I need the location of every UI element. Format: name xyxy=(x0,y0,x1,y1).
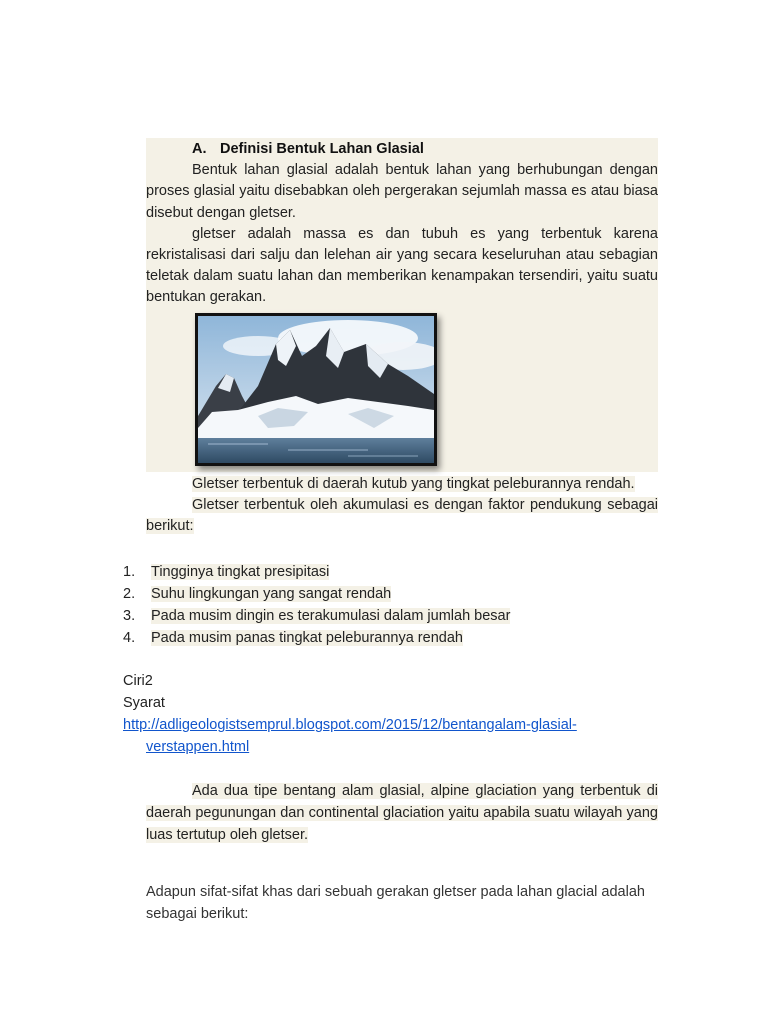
section-c-types xyxy=(146,780,658,846)
factor-list xyxy=(123,561,510,649)
glacier-paragraph: gletser adalah massa es dan tubuh es yang terbentuk karena rekristalisasi dari salju dan lelehan air yang secara keseluruhan atau sebagian teletak dalam suatu lahan dan memberikan kenampakan tersendiri, yaitu suatu bentukan gerakan. xyxy=(146,225,658,306)
notes-block xyxy=(123,670,577,758)
list-text: Suhu lingkungan yang sangat rendah xyxy=(151,586,392,602)
formation-text-2: Gletser terbentuk oleh akumulasi es dengan faktor pendukung sebagai berikut: xyxy=(146,497,658,535)
types-text: Ada dua tipe bentang alam glasial, alpine glaciation yang terbentuk di daerah pegunungan dan continental glaciation yaitu apabila suatu wilayah yang luas tertutup oleh gletser. xyxy=(146,783,658,843)
list-text: Tingginya tingkat presipitasi xyxy=(151,564,330,580)
list-text: Pada musim dingin es terakumulasi dalam jumlah besar xyxy=(151,608,511,624)
list-item xyxy=(123,583,510,605)
section-b-formation xyxy=(146,474,658,538)
formation-paragraph-1 xyxy=(146,474,658,495)
definition-paragraph: Bentuk lahan glasial adalah bentuk lahan yang berhubungan dengan proses glasial yaitu disebabkan oleh pergerakan sejumlah massa es atau biasa disebut dengan gletser. xyxy=(146,162,658,221)
source-link[interactable] xyxy=(123,717,577,758)
section-a-definition xyxy=(146,138,658,472)
section-d-properties xyxy=(146,866,658,939)
syarat-label: Syarat xyxy=(123,695,165,711)
heading-title: Definisi Bentuk Lahan Glasial xyxy=(220,141,424,157)
heading-number: A. xyxy=(192,141,207,157)
properties-paragraph: Adapun sifat-sifat khas dari sebuah gerakan gletser pada lahan glacial adalah sebagai berikut: xyxy=(146,883,645,922)
list-text: Pada musim panas tingkat peleburannya rendah xyxy=(151,630,463,646)
link-line-1: http://adligeologistsemprul.blogspot.com/2015/12/bentangalam-glasial- xyxy=(123,717,577,733)
list-item xyxy=(123,627,510,649)
section-heading xyxy=(146,139,658,160)
list-number: 4. xyxy=(123,630,136,646)
list-number: 2. xyxy=(123,586,136,602)
list-number: 1. xyxy=(123,564,136,580)
link-line-2: verstappen.html xyxy=(146,739,250,755)
types-paragraph xyxy=(146,780,658,846)
list-item xyxy=(123,561,510,583)
ciri-label: Ciri2 xyxy=(123,673,153,689)
formation-text-1: Gletser terbentuk di daerah kutub yang tingkat peleburannya rendah. xyxy=(192,476,635,492)
formation-paragraph-2 xyxy=(146,495,658,537)
photo-container xyxy=(146,309,658,472)
list-item xyxy=(123,605,510,627)
glacier-mountain-photo xyxy=(195,313,437,466)
list-number: 3. xyxy=(123,608,136,624)
